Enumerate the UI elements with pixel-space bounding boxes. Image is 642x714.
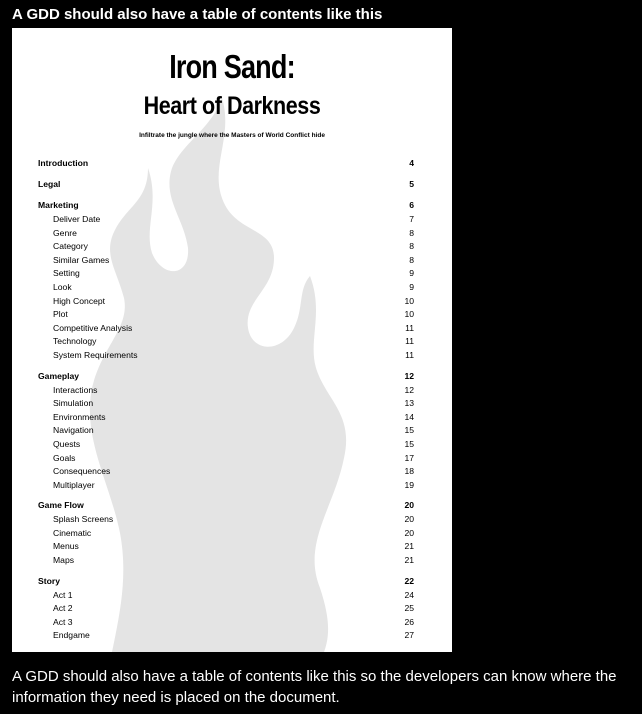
document-title: Iron Sand: [169,48,295,85]
toc-entry-label: Similar Games [53,254,110,265]
toc-entry-page: 24 [404,589,414,600]
toc-entry-page: 26 [404,616,414,627]
toc-heading-label: Story [38,575,60,586]
toc-section [38,177,414,192]
document-subtitle: Heart of Darkness [143,92,321,120]
toc-entry [38,322,414,336]
toc-entry-page: 14 [404,411,414,422]
document-page [12,28,452,652]
toc-heading [38,156,414,171]
toc-entry [38,452,414,466]
toc-entry-page: 19 [404,479,414,490]
toc-entry [38,384,414,398]
table-of-contents [38,156,414,649]
toc-entry-page: 21 [404,555,414,566]
toc-section [38,574,414,643]
toc-entry-label: System Requirements [53,349,138,360]
toc-entry-page: 17 [404,452,414,463]
toc-entry [38,308,414,322]
toc-heading [38,177,414,192]
toc-entry-label: Endgame [53,630,90,641]
toc-entry-label: Menus [53,541,79,552]
toc-heading-page: 4 [409,158,414,168]
toc-entry-label: Deliver Date [53,214,101,224]
toc-section [38,369,414,493]
toc-entry-label: Multiplayer [53,479,95,490]
toc-entry-page: 20 [404,527,414,538]
toc-entry [38,479,414,493]
toc-entry-page: 15 [404,425,414,436]
toc-entry-label: Quests [53,438,81,449]
toc-entry [38,227,414,241]
toc-entry-page: 7 [409,214,414,224]
caption-top: A GDD should also have a table of contents like this [12,6,383,23]
toc-entry-page: 25 [404,603,414,614]
toc-heading-page: 6 [409,200,414,210]
toc-heading [38,574,414,589]
toc-section [38,156,414,171]
toc-entry-label: Splash Screens [53,514,114,525]
toc-section [38,198,414,363]
toc-entry-page: 18 [404,466,414,477]
toc-heading-label: Gameplay [38,370,80,381]
toc-entry-page: 8 [409,254,414,265]
toc-entry-label: Navigation [53,425,94,436]
toc-entry [38,540,414,554]
toc-entry-label: Interactions [53,384,98,395]
document-tagline: Infiltrate the jungle where the Masters of World Conflict hide [139,132,325,139]
toc-entry-page: 12 [404,384,414,395]
toc-heading [38,198,414,213]
toc-entry-label: Act 3 [53,616,73,627]
toc-heading-label: Marketing [38,200,79,210]
toc-heading-label: Game Flow [38,500,84,511]
toc-entry [38,424,414,438]
toc-entry-label: Genre [53,227,77,238]
toc-entry-label: Competitive Analysis [53,322,133,333]
toc-entry-page: 8 [409,227,414,238]
toc-entry [38,295,414,309]
toc-entry [38,589,414,603]
toc-entry [38,240,414,254]
toc-heading-page: 12 [404,370,414,381]
caption-bottom: A GDD should also have a table of contents like this so the developers can know where the information they need is placed on the document. [12,668,617,706]
toc-entry [38,267,414,281]
toc-entry-page: 9 [409,281,414,292]
toc-heading-label: Legal [38,179,61,189]
toc-entry-page: 8 [409,241,414,252]
toc-entry [38,527,414,541]
toc-entry [38,397,414,411]
toc-entry-page: 21 [404,541,414,552]
toc-heading [38,498,414,513]
toc-entry-page: 20 [404,514,414,525]
toc-entry [38,465,414,479]
toc-entry-page: 15 [404,438,414,449]
toc-heading [38,369,414,384]
toc-entry-label: Technology [53,336,97,347]
toc-entry-page: 13 [404,398,414,409]
toc-entry [38,629,414,643]
toc-entry-page: 11 [405,349,414,360]
toc-heading-page: 22 [404,575,414,586]
toc-entry-label: Cinematic [53,527,92,538]
toc-entry [38,616,414,630]
toc-entry-page: 9 [409,268,414,279]
toc-section [38,498,414,567]
toc-entry [38,411,414,425]
toc-entry-label: Simulation [53,398,94,409]
toc-entry-label: Consequences [53,466,111,477]
toc-entry [38,335,414,349]
toc-entry-page: 10 [404,309,414,320]
toc-entry [38,213,414,227]
toc-entry-label: Act 2 [53,603,73,614]
toc-entry [38,349,414,363]
toc-entry-label: Plot [53,309,68,320]
toc-entry-label: Look [53,281,72,292]
toc-entry-label: Act 1 [53,589,73,600]
toc-entry-label: Environments [53,411,106,422]
toc-entry-page: 11 [405,336,414,347]
toc-entry [38,554,414,568]
toc-entry-label: Setting [53,268,80,279]
toc-heading-label: Introduction [38,158,89,168]
toc-entry [38,602,414,616]
toc-entry-label: Category [53,241,88,252]
toc-entry-label: Goals [53,452,76,463]
toc-heading-page: 5 [409,179,414,189]
toc-heading-page: 20 [404,500,414,511]
toc-entry [38,281,414,295]
toc-entry [38,513,414,527]
toc-entry-page: 27 [404,630,414,641]
toc-entry-page: 11 [405,322,414,333]
toc-entry-page: 10 [404,295,414,306]
toc-entry-label: High Concept [53,295,106,306]
toc-entry-label: Maps [53,555,75,566]
toc-entry [38,254,414,268]
toc-entry [38,438,414,452]
